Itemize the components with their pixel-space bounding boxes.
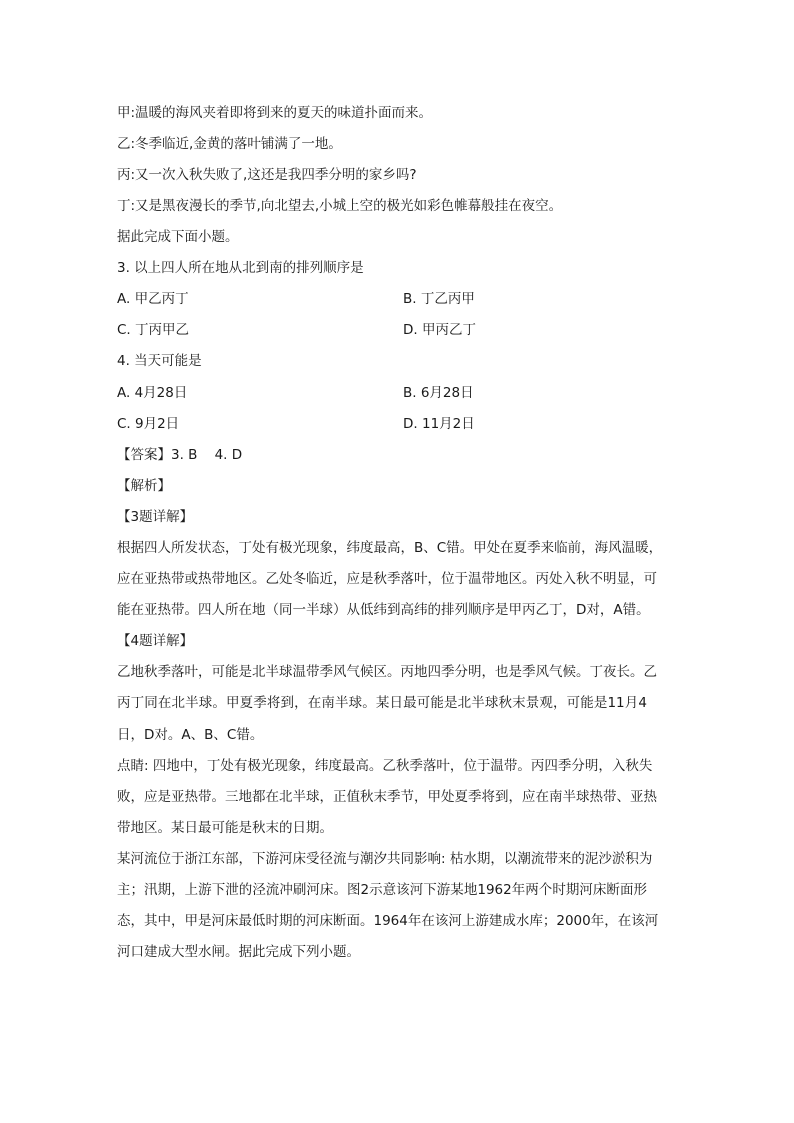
intro-jia: 甲:温暖的海风夹着即将到来的夏天的味道扑面而来。 (117, 105, 433, 121)
q3-detail-line: 应在亚热带或热带地区。乙处冬临近，应是秋季落叶，位于温带地区。丙处入秋不明显，可 (117, 571, 657, 587)
question-3-option-b: B. 丁乙丙甲 (403, 291, 475, 307)
passage-line: 主；汛期，上游下泄的泾流冲刷河床。图2示意该河下游某地1962年两个时期河床断面形 (117, 882, 647, 898)
passage-line: 河口建成大型水闸。据此完成下列小题。 (117, 944, 360, 960)
q4-detail-line: 丙丁同在北半球。甲夏季将到，在南半球。某日最可能是北半球秋末景观，可能是11月4 (117, 695, 647, 711)
q3-detail-line: 根据四人所发状态，丁处有极光现象，纬度最高，B、C错。甲处在夏季来临前，海风温暖， (117, 540, 663, 556)
tips-line: 点睛: 四地中，丁处有极光现象，纬度最高。乙秋季落叶，位于温带。丙四季分明，入秋失 (117, 758, 653, 774)
intro-bing: 丙:又一次入秋失败了,这还是我四季分明的家乡吗? (117, 167, 417, 183)
q4-detail-line: 乙地秋季落叶，可能是北半球温带季风气候区。丙地四季分明，也是季风气候。丁夜长。乙 (117, 664, 657, 680)
intro-yi: 乙:冬季临近,金黄的落叶铺满了一地。 (117, 136, 342, 152)
question-3-option-c: C. 丁丙甲乙 (117, 322, 190, 338)
answer-line: 【答案】3. B 4. D (117, 447, 243, 463)
question-3-option-d: D. 甲丙乙丁 (403, 322, 476, 338)
tips-line: 败，应是亚热带。三地都在北半球，正值秋末季节，甲处夏季将到，应在南半球热带、亚热 (117, 789, 657, 805)
passage-line: 态，其中，甲是河床最低时期的河床断面。1964年在该河上游建成水库；2000年，在该河 (117, 913, 659, 929)
q4-detail-line: 日，D对。A、B、C错。 (117, 727, 264, 743)
question-4-option-c: C. 9月2日 (117, 416, 180, 432)
question-4-option-a: A. 4月28日 (117, 385, 188, 401)
question-4-option-d: D. 11月2日 (403, 416, 475, 432)
passage-line: 某河流位于浙江东部，下游河床受径流与潮汐共同影响: 枯水期，以潮流带来的泥沙淤积为 (117, 851, 653, 867)
q3-detail-line: 能在亚热带。四人所在地（同一半球）从低纬到高纬的排列顺序是甲丙乙丁，D对，A错。 (117, 602, 650, 618)
tips-line: 带地区。某日最可能是秋末的日期。 (117, 820, 333, 836)
analysis-heading: 【解析】 (117, 478, 171, 494)
intro-ding: 丁:又是黑夜漫长的季节,向北望去,小城上空的极光如彩色帷幕般挂在夜空。 (117, 198, 563, 214)
question-4-option-b: B. 6月28日 (403, 385, 474, 401)
question-3-option-a: A. 甲乙丙丁 (117, 291, 189, 307)
q4-detail-heading: 【4题详解】 (117, 633, 194, 649)
intro-instruction: 据此完成下面小题。 (117, 229, 239, 245)
question-4-stem: 4. 当天可能是 (117, 353, 202, 369)
q3-detail-heading: 【3题详解】 (117, 509, 194, 525)
question-3-stem: 3. 以上四人所在地从北到南的排列顺序是 (117, 260, 364, 276)
